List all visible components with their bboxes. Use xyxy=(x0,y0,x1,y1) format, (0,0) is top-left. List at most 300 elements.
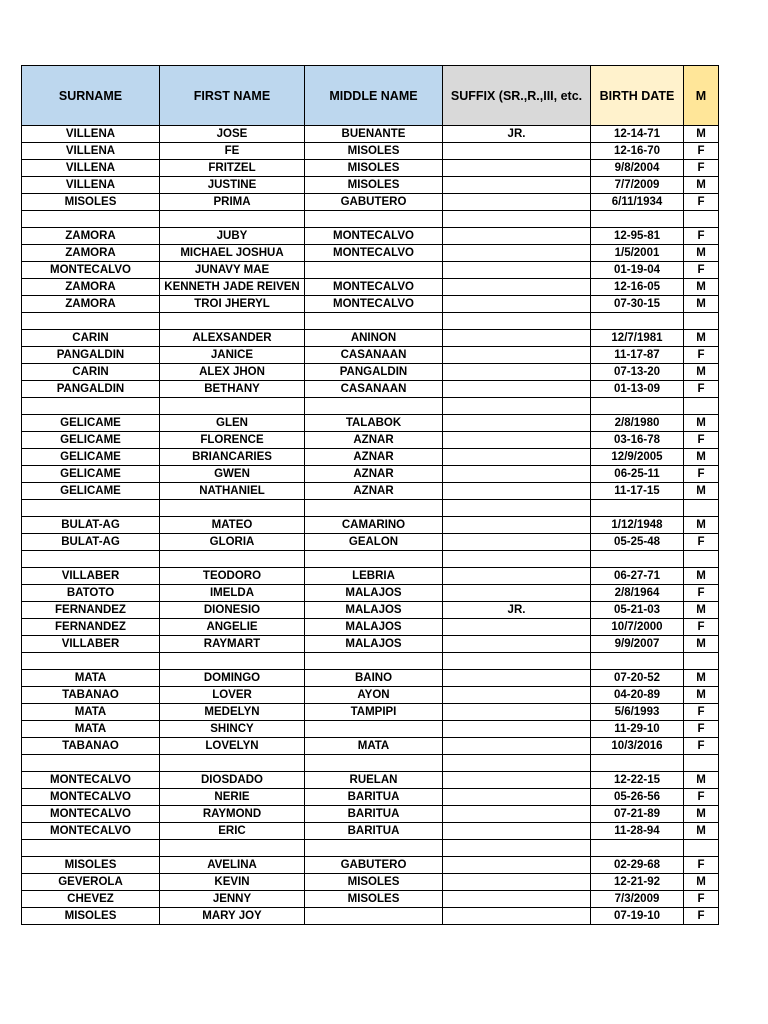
middle-name-cell xyxy=(305,211,443,228)
sex-cell: M xyxy=(684,568,719,585)
middle-name-cell: MONTECALVO xyxy=(305,245,443,262)
birth-date-cell: 10/3/2016 xyxy=(591,738,684,755)
table-row xyxy=(22,483,719,500)
middle-name-cell: MALAJOS xyxy=(305,619,443,636)
sex-cell: F xyxy=(684,534,719,551)
birth-date-cell: 9/8/2004 xyxy=(591,160,684,177)
sex-cell: M xyxy=(684,449,719,466)
surname-cell: MATA xyxy=(22,670,160,687)
table-row xyxy=(22,789,719,806)
sex-cell: F xyxy=(684,194,719,211)
first-name-cell xyxy=(160,755,305,772)
middle-name-cell xyxy=(305,908,443,925)
suffix-cell xyxy=(443,840,591,857)
birth-date-cell: 05-26-56 xyxy=(591,789,684,806)
first-name-cell xyxy=(160,211,305,228)
suffix-cell: JR. xyxy=(443,126,591,143)
middle-name-cell xyxy=(305,721,443,738)
first-name-cell: TROI JHERYL xyxy=(160,296,305,313)
first-name-cell: DIONESIO xyxy=(160,602,305,619)
surname-cell: VILLABER xyxy=(22,568,160,585)
sex-cell xyxy=(684,211,719,228)
table-row xyxy=(22,194,719,211)
sex-cell: M xyxy=(684,602,719,619)
sex-cell xyxy=(684,755,719,772)
suffix-cell xyxy=(443,687,591,704)
table-row xyxy=(22,823,719,840)
first-name-cell: BRIANCARIES xyxy=(160,449,305,466)
table-row xyxy=(22,211,719,228)
suffix-cell xyxy=(443,330,591,347)
middle-name-cell: AZNAR xyxy=(305,449,443,466)
suffix-cell xyxy=(443,755,591,772)
middle-name-cell: BARITUA xyxy=(305,789,443,806)
suffix-cell xyxy=(443,908,591,925)
sex-cell: F xyxy=(684,789,719,806)
middle-name-cell: AYON xyxy=(305,687,443,704)
suffix-cell xyxy=(443,500,591,517)
surname-cell xyxy=(22,755,160,772)
suffix-cell xyxy=(443,721,591,738)
middle-name-cell: BAINO xyxy=(305,670,443,687)
table-row xyxy=(22,602,719,619)
birth-date-cell: 03-16-78 xyxy=(591,432,684,449)
table-row xyxy=(22,568,719,585)
middle-name-cell: MONTECALVO xyxy=(305,279,443,296)
birth-date-cell: 11-29-10 xyxy=(591,721,684,738)
suffix-cell xyxy=(443,874,591,891)
first-name-cell: JUNAVY MAE xyxy=(160,262,305,279)
birth-date-cell: 12-21-92 xyxy=(591,874,684,891)
sex-cell xyxy=(684,653,719,670)
surname-cell xyxy=(22,653,160,670)
middle-name-cell: ANINON xyxy=(305,330,443,347)
birth-date-cell: 12-16-05 xyxy=(591,279,684,296)
suffix-cell xyxy=(443,398,591,415)
birth-date-cell: 07-13-20 xyxy=(591,364,684,381)
sex-cell: M xyxy=(684,806,719,823)
middle-name-cell: LEBRIA xyxy=(305,568,443,585)
birth-date-cell xyxy=(591,211,684,228)
sex-cell: F xyxy=(684,466,719,483)
surname-cell: GELICAME xyxy=(22,415,160,432)
sex-cell: M xyxy=(684,296,719,313)
header-first-name: FIRST NAME xyxy=(160,66,305,126)
table-row xyxy=(22,704,719,721)
first-name-cell: SHINCY xyxy=(160,721,305,738)
surname-cell xyxy=(22,211,160,228)
surname-cell xyxy=(22,500,160,517)
suffix-cell xyxy=(443,585,591,602)
first-name-cell: ANGELIE xyxy=(160,619,305,636)
table-row xyxy=(22,534,719,551)
first-name-cell: JUSTINE xyxy=(160,177,305,194)
middle-name-cell: AZNAR xyxy=(305,466,443,483)
table-row xyxy=(22,245,719,262)
first-name-cell xyxy=(160,840,305,857)
sex-cell: M xyxy=(684,874,719,891)
table-row xyxy=(22,585,719,602)
sex-cell: F xyxy=(684,381,719,398)
surname-cell: PANGALDIN xyxy=(22,347,160,364)
suffix-cell xyxy=(443,704,591,721)
birth-date-cell xyxy=(591,500,684,517)
birth-date-cell: 6/11/1934 xyxy=(591,194,684,211)
sex-cell xyxy=(684,398,719,415)
table-row xyxy=(22,449,719,466)
suffix-cell xyxy=(443,432,591,449)
sex-cell: F xyxy=(684,585,719,602)
sex-cell: F xyxy=(684,432,719,449)
sex-cell: F xyxy=(684,721,719,738)
suffix-cell xyxy=(443,772,591,789)
table-row xyxy=(22,432,719,449)
birth-date-cell: 01-19-04 xyxy=(591,262,684,279)
table-row xyxy=(22,398,719,415)
suffix-cell xyxy=(443,636,591,653)
surname-cell: TABANAO xyxy=(22,687,160,704)
middle-name-cell xyxy=(305,398,443,415)
suffix-cell xyxy=(443,364,591,381)
surname-cell: MONTECALVO xyxy=(22,823,160,840)
surname-cell: FERNANDEZ xyxy=(22,619,160,636)
sex-cell: F xyxy=(684,908,719,925)
birth-date-cell: 5/6/1993 xyxy=(591,704,684,721)
first-name-cell: NATHANIEL xyxy=(160,483,305,500)
surname-cell: PANGALDIN xyxy=(22,381,160,398)
first-name-cell: KEVIN xyxy=(160,874,305,891)
first-name-cell xyxy=(160,398,305,415)
first-name-cell: GLEN xyxy=(160,415,305,432)
surname-cell: GELICAME xyxy=(22,483,160,500)
table-row xyxy=(22,619,719,636)
table-row xyxy=(22,177,719,194)
suffix-cell xyxy=(443,653,591,670)
sex-cell: M xyxy=(684,177,719,194)
table-row xyxy=(22,160,719,177)
birth-date-cell: 12/7/1981 xyxy=(591,330,684,347)
surname-cell: MONTECALVO xyxy=(22,806,160,823)
sex-cell: M xyxy=(684,279,719,296)
first-name-cell: MICHAEL JOSHUA xyxy=(160,245,305,262)
sex-cell: M xyxy=(684,687,719,704)
surname-cell: MONTECALVO xyxy=(22,789,160,806)
first-name-cell: RAYMOND xyxy=(160,806,305,823)
surname-cell: GELICAME xyxy=(22,466,160,483)
middle-name-cell: GABUTERO xyxy=(305,194,443,211)
table-row xyxy=(22,347,719,364)
birth-date-cell: 04-20-89 xyxy=(591,687,684,704)
table-row xyxy=(22,228,719,245)
sex-cell: M xyxy=(684,364,719,381)
middle-name-cell xyxy=(305,262,443,279)
table-row xyxy=(22,738,719,755)
sex-cell: F xyxy=(684,347,719,364)
sex-cell xyxy=(684,840,719,857)
birth-date-cell: 12-95-81 xyxy=(591,228,684,245)
table-body xyxy=(22,126,719,925)
suffix-cell xyxy=(443,551,591,568)
birth-date-cell: 2/8/1980 xyxy=(591,415,684,432)
suffix-cell xyxy=(443,296,591,313)
sex-cell: F xyxy=(684,619,719,636)
birth-date-cell: 05-21-03 xyxy=(591,602,684,619)
first-name-cell: DIOSDADO xyxy=(160,772,305,789)
suffix-cell xyxy=(443,806,591,823)
middle-name-cell: CASANAAN xyxy=(305,381,443,398)
middle-name-cell: MALAJOS xyxy=(305,585,443,602)
middle-name-cell: MALAJOS xyxy=(305,636,443,653)
birth-date-cell: 9/9/2007 xyxy=(591,636,684,653)
table-row xyxy=(22,721,719,738)
first-name-cell: JENNY xyxy=(160,891,305,908)
surname-cell: VILLENA xyxy=(22,160,160,177)
surname-cell xyxy=(22,551,160,568)
middle-name-cell: PANGALDIN xyxy=(305,364,443,381)
sex-cell: F xyxy=(684,160,719,177)
middle-name-cell xyxy=(305,755,443,772)
first-name-cell xyxy=(160,500,305,517)
surname-cell: ZAMORA xyxy=(22,279,160,296)
surname-cell: GELICAME xyxy=(22,432,160,449)
birth-date-cell: 1/5/2001 xyxy=(591,245,684,262)
middle-name-cell: MISOLES xyxy=(305,160,443,177)
middle-name-cell: GEALON xyxy=(305,534,443,551)
middle-name-cell: MALAJOS xyxy=(305,602,443,619)
table-row xyxy=(22,364,719,381)
sex-cell: M xyxy=(684,483,719,500)
first-name-cell: KENNETH JADE REIVEN xyxy=(160,279,305,296)
table-row xyxy=(22,806,719,823)
first-name-cell: DOMINGO xyxy=(160,670,305,687)
table-row xyxy=(22,772,719,789)
sex-cell xyxy=(684,551,719,568)
first-name-cell: MATEO xyxy=(160,517,305,534)
table-row xyxy=(22,687,719,704)
middle-name-cell: RUELAN xyxy=(305,772,443,789)
surname-cell: ZAMORA xyxy=(22,228,160,245)
birth-date-cell xyxy=(591,398,684,415)
table-row xyxy=(22,670,719,687)
birth-date-cell: 11-17-87 xyxy=(591,347,684,364)
suffix-cell xyxy=(443,313,591,330)
surname-cell: VILLENA xyxy=(22,177,160,194)
household-members-table xyxy=(21,65,719,925)
suffix-cell xyxy=(443,177,591,194)
first-name-cell: LOVELYN xyxy=(160,738,305,755)
surname-cell: CHEVEZ xyxy=(22,891,160,908)
suffix-cell xyxy=(443,568,591,585)
sex-cell: F xyxy=(684,228,719,245)
suffix-cell xyxy=(443,228,591,245)
first-name-cell xyxy=(160,313,305,330)
birth-date-cell xyxy=(591,653,684,670)
first-name-cell: JUBY xyxy=(160,228,305,245)
suffix-cell xyxy=(443,466,591,483)
suffix-cell xyxy=(443,194,591,211)
middle-name-cell: AZNAR xyxy=(305,432,443,449)
first-name-cell: PRIMA xyxy=(160,194,305,211)
surname-cell xyxy=(22,398,160,415)
suffix-cell xyxy=(443,245,591,262)
sex-cell: M xyxy=(684,772,719,789)
header-middle-name: MIDDLE NAME xyxy=(305,66,443,126)
birth-date-cell xyxy=(591,755,684,772)
birth-date-cell: 1/12/1948 xyxy=(591,517,684,534)
middle-name-cell: CASANAAN xyxy=(305,347,443,364)
suffix-cell xyxy=(443,449,591,466)
sex-cell: F xyxy=(684,738,719,755)
table-row xyxy=(22,466,719,483)
birth-date-cell: 05-25-48 xyxy=(591,534,684,551)
surname-cell: MATA xyxy=(22,704,160,721)
birth-date-cell: 2/8/1964 xyxy=(591,585,684,602)
suffix-cell xyxy=(443,619,591,636)
surname-cell: FERNANDEZ xyxy=(22,602,160,619)
sex-cell: M xyxy=(684,823,719,840)
suffix-cell xyxy=(443,160,591,177)
first-name-cell: IMELDA xyxy=(160,585,305,602)
birth-date-cell: 12-14-71 xyxy=(591,126,684,143)
surname-cell xyxy=(22,840,160,857)
middle-name-cell: BARITUA xyxy=(305,823,443,840)
sex-cell: M xyxy=(684,636,719,653)
sex-cell: M xyxy=(684,330,719,347)
surname-cell: BULAT-AG xyxy=(22,534,160,551)
first-name-cell: JOSE xyxy=(160,126,305,143)
birth-date-cell xyxy=(591,313,684,330)
middle-name-cell: TALABOK xyxy=(305,415,443,432)
sex-cell: F xyxy=(684,857,719,874)
suffix-cell xyxy=(443,347,591,364)
middle-name-cell xyxy=(305,653,443,670)
suffix-cell xyxy=(443,857,591,874)
middle-name-cell: MISOLES xyxy=(305,874,443,891)
first-name-cell: NERIE xyxy=(160,789,305,806)
sex-cell: M xyxy=(684,126,719,143)
sex-cell: M xyxy=(684,415,719,432)
table-row xyxy=(22,517,719,534)
surname-cell: TABANAO xyxy=(22,738,160,755)
sex-cell: M xyxy=(684,245,719,262)
birth-date-cell: 12-16-70 xyxy=(591,143,684,160)
birth-date-cell: 11-28-94 xyxy=(591,823,684,840)
middle-name-cell: BUENANTE xyxy=(305,126,443,143)
birth-date-cell: 11-17-15 xyxy=(591,483,684,500)
table-row xyxy=(22,908,719,925)
middle-name-cell xyxy=(305,840,443,857)
surname-cell: BATOTO xyxy=(22,585,160,602)
suffix-cell xyxy=(443,211,591,228)
middle-name-cell: BARITUA xyxy=(305,806,443,823)
table-row xyxy=(22,381,719,398)
suffix-cell xyxy=(443,279,591,296)
birth-date-cell xyxy=(591,551,684,568)
table-row xyxy=(22,143,719,160)
surname-cell: GELICAME xyxy=(22,449,160,466)
suffix-cell xyxy=(443,670,591,687)
table-row xyxy=(22,262,719,279)
suffix-cell xyxy=(443,789,591,806)
birth-date-cell: 10/7/2000 xyxy=(591,619,684,636)
surname-cell: MISOLES xyxy=(22,857,160,874)
suffix-cell xyxy=(443,143,591,160)
birth-date-cell: 01-13-09 xyxy=(591,381,684,398)
header-surname: SURNAME xyxy=(22,66,160,126)
table-row xyxy=(22,891,719,908)
middle-name-cell: MONTECALVO xyxy=(305,296,443,313)
birth-date-cell: 7/7/2009 xyxy=(591,177,684,194)
sex-cell: M xyxy=(684,517,719,534)
header-birth-date: BIRTH DATE xyxy=(591,66,684,126)
suffix-cell xyxy=(443,891,591,908)
surname-cell: BULAT-AG xyxy=(22,517,160,534)
birth-date-cell: 12/9/2005 xyxy=(591,449,684,466)
sex-cell: M xyxy=(684,670,719,687)
first-name-cell: MEDELYN xyxy=(160,704,305,721)
sex-cell xyxy=(684,500,719,517)
surname-cell: MONTECALVO xyxy=(22,262,160,279)
sex-cell xyxy=(684,313,719,330)
table-row xyxy=(22,840,719,857)
birth-date-cell xyxy=(591,840,684,857)
first-name-cell: GWEN xyxy=(160,466,305,483)
surname-cell: CARIN xyxy=(22,330,160,347)
surname-cell: ZAMORA xyxy=(22,245,160,262)
middle-name-cell: CAMARINO xyxy=(305,517,443,534)
first-name-cell: BETHANY xyxy=(160,381,305,398)
surname-cell: VILLENA xyxy=(22,143,160,160)
middle-name-cell: MISOLES xyxy=(305,143,443,160)
birth-date-cell: 07-30-15 xyxy=(591,296,684,313)
table-row xyxy=(22,636,719,653)
surname-cell: VILLENA xyxy=(22,126,160,143)
table-row xyxy=(22,500,719,517)
birth-date-cell: 12-22-15 xyxy=(591,772,684,789)
suffix-cell xyxy=(443,381,591,398)
surname-cell: MISOLES xyxy=(22,194,160,211)
first-name-cell: ALEXSANDER xyxy=(160,330,305,347)
sex-cell: F xyxy=(684,704,719,721)
header-suffix: SUFFIX (SR.,R.,III, etc. xyxy=(443,66,591,126)
middle-name-cell: MISOLES xyxy=(305,891,443,908)
surname-cell: MONTECALVO xyxy=(22,772,160,789)
middle-name-cell: GABUTERO xyxy=(305,857,443,874)
sex-cell: F xyxy=(684,891,719,908)
middle-name-cell xyxy=(305,551,443,568)
surname-cell: CARIN xyxy=(22,364,160,381)
first-name-cell: FE xyxy=(160,143,305,160)
table-row xyxy=(22,755,719,772)
suffix-cell xyxy=(443,738,591,755)
first-name-cell xyxy=(160,551,305,568)
surname-cell xyxy=(22,313,160,330)
header-sex: M xyxy=(684,66,719,126)
first-name-cell: RAYMART xyxy=(160,636,305,653)
suffix-cell xyxy=(443,517,591,534)
middle-name-cell: TAMPIPI xyxy=(305,704,443,721)
suffix-cell xyxy=(443,262,591,279)
table-row xyxy=(22,279,719,296)
sex-cell: F xyxy=(684,143,719,160)
surname-cell: MISOLES xyxy=(22,908,160,925)
first-name-cell: LOVER xyxy=(160,687,305,704)
table-row xyxy=(22,874,719,891)
surname-cell: MATA xyxy=(22,721,160,738)
middle-name-cell: MATA xyxy=(305,738,443,755)
suffix-cell xyxy=(443,483,591,500)
first-name-cell: AVELINA xyxy=(160,857,305,874)
